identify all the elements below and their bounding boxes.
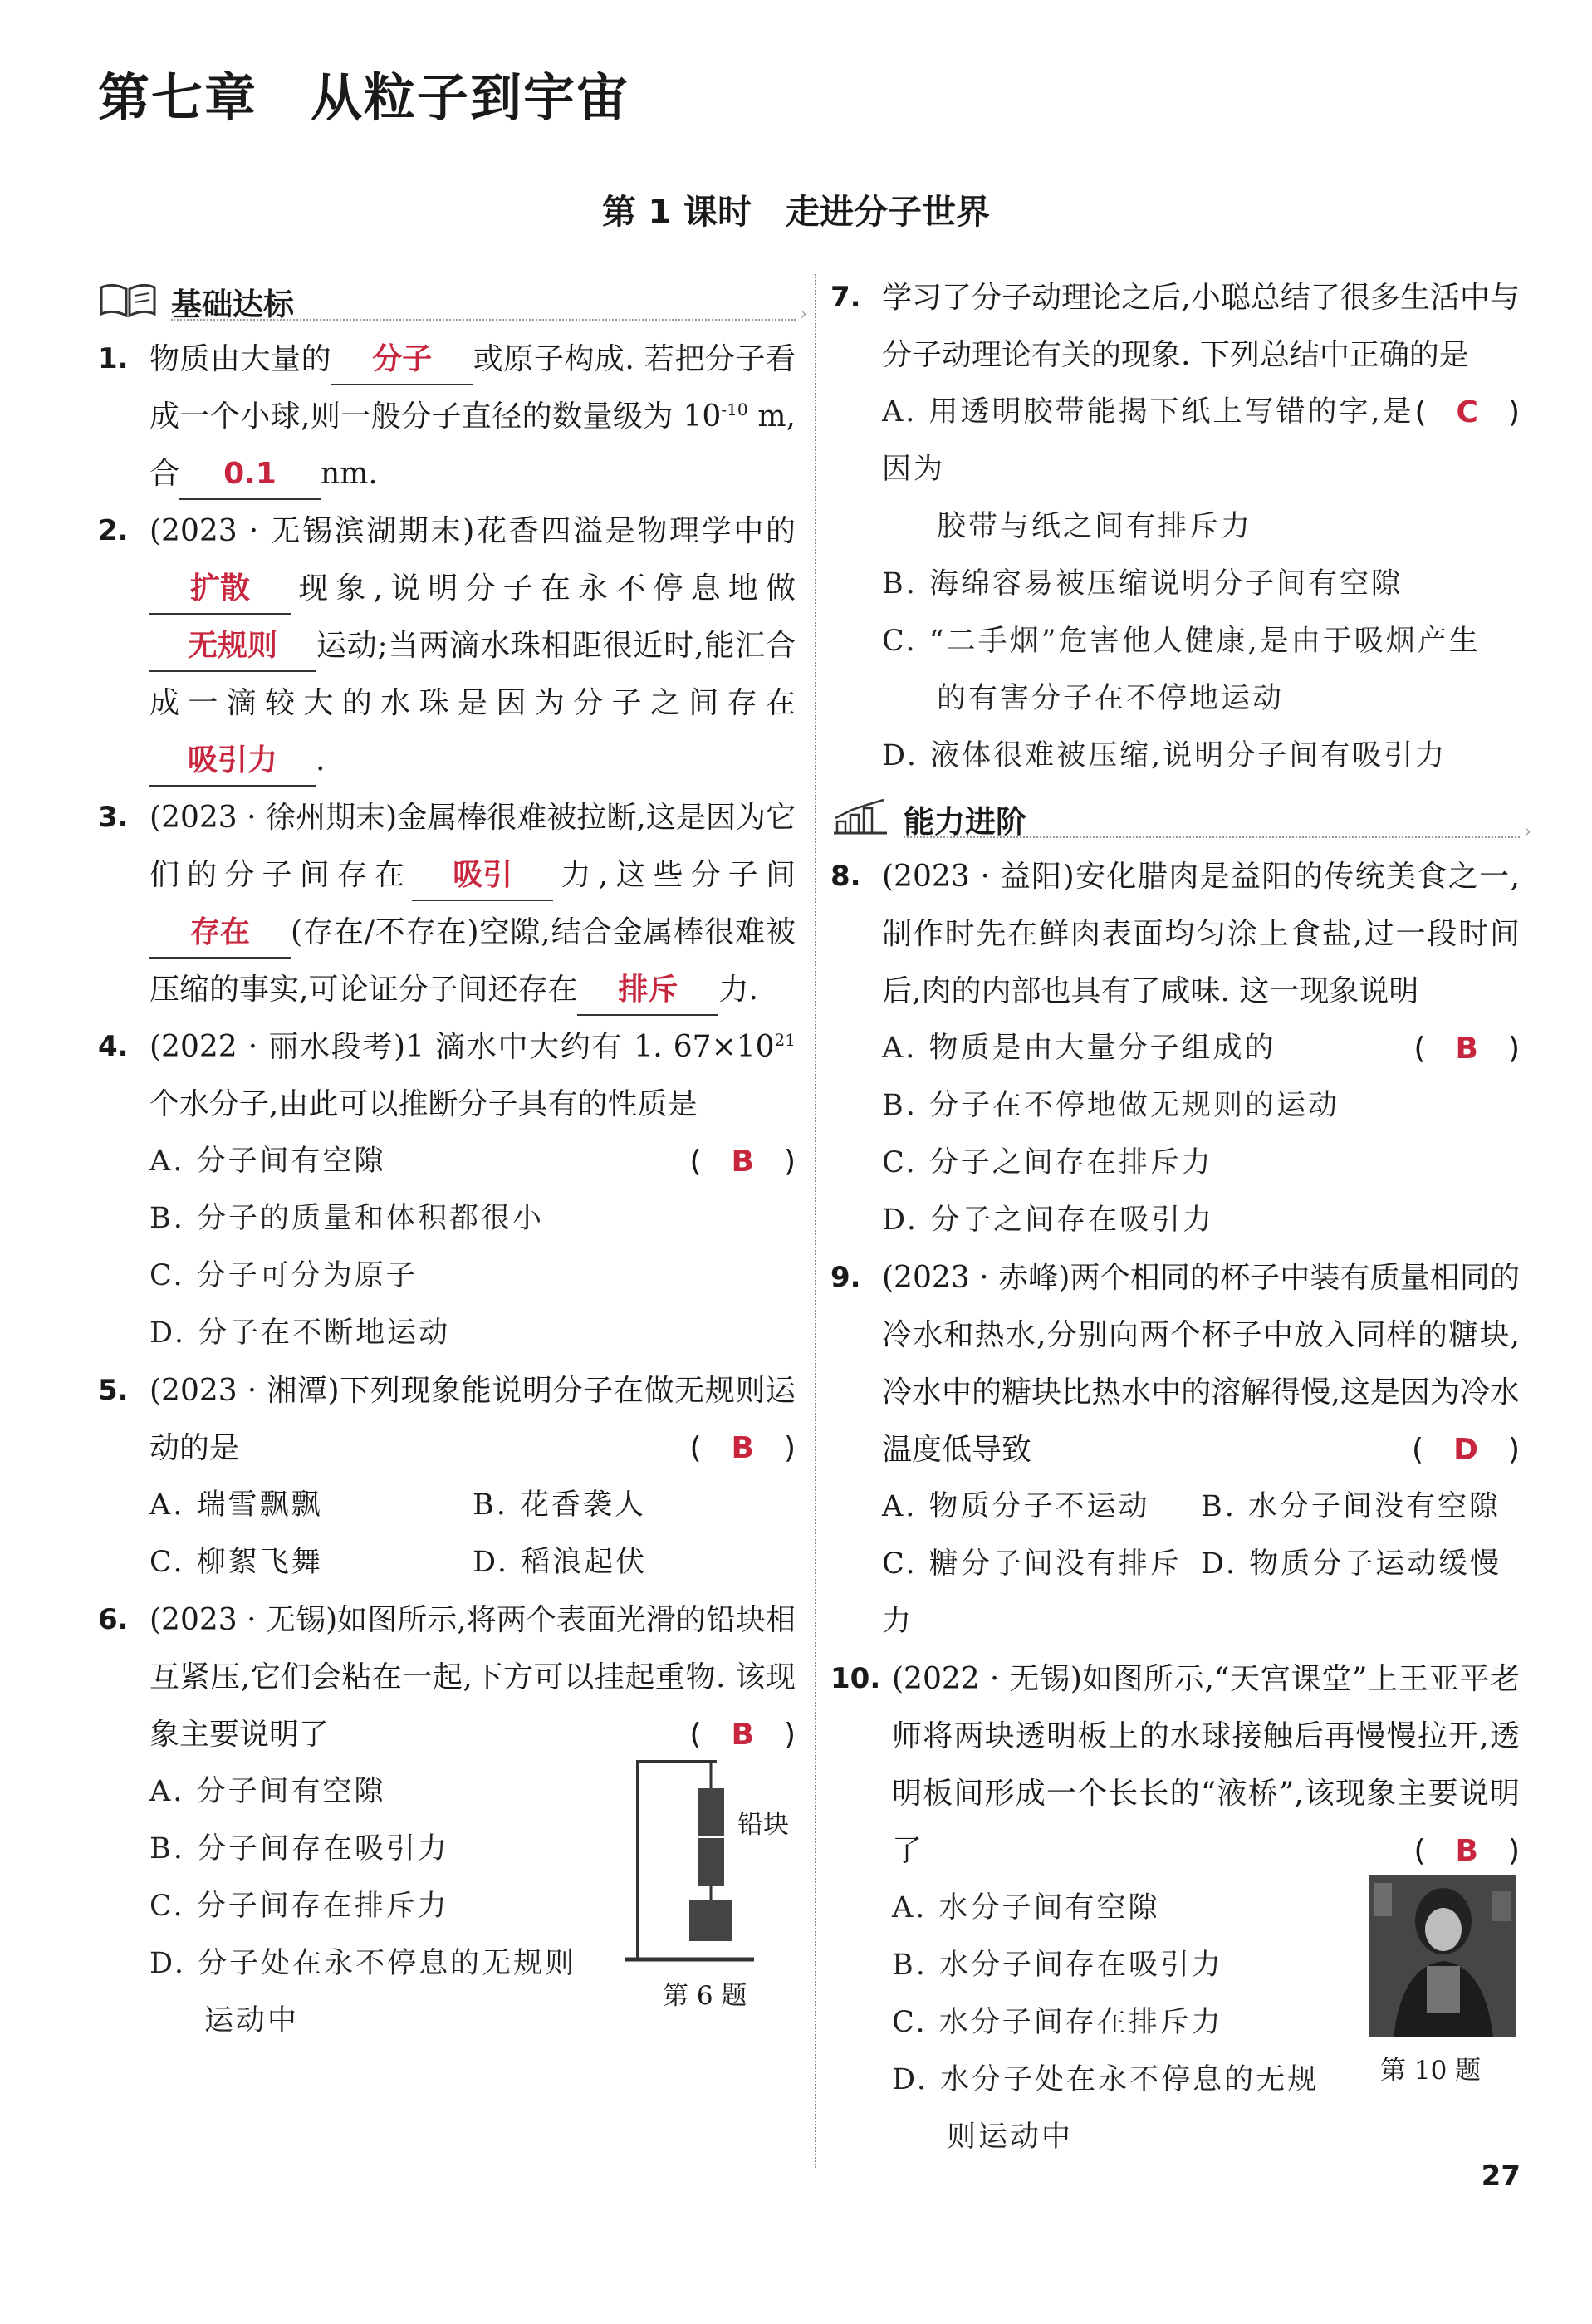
option: D. 物质分子运动缓慢 (1201, 1547, 1502, 1581)
exponent: 21 (774, 1030, 796, 1050)
option: D. 液体很难被压缩,说明分子间有吸引力 (882, 739, 1447, 772)
option: A. 分子间有空隙 (149, 1775, 386, 1808)
option: D. 稻浪起伏 (473, 1546, 648, 1579)
question-text: 力. (718, 973, 758, 1007)
option: B. 分子在不停地做无规则的运动 (882, 1089, 1340, 1122)
answer-paren: ( B ) (1413, 1822, 1520, 1880)
figure-caption: 第 10 题 (1380, 2056, 1482, 2086)
option: C. 分子间存在排斥力 (149, 1890, 449, 1923)
question-text: (2023 · 无锡滨湖期末)花香四溢是物理学中的 (149, 514, 796, 548)
question-text: (2023 · 无锡)如图所示,将两个表面光滑的铅块相互紧压,它们会粘在一起,下方可以挂起重物. 该现象主要说明了 (149, 1603, 796, 1752)
question-number: 5. (98, 1374, 129, 1407)
option: D. 分子在不断地运动 (149, 1316, 451, 1350)
question-text: 现象,说明分子在永不停息地做 (291, 571, 796, 606)
option: A. 物质是由大量分子组成的 (882, 1032, 1276, 1065)
lesson-title: 第 1 课时 走进分子世界 (601, 192, 991, 232)
option: A. 水分子间有空隙 (892, 1891, 1160, 1924)
question-number: 10. (830, 1662, 881, 1695)
answer-paren: ( D ) (1412, 1421, 1520, 1478)
option: B. 海绵容易被压缩说明分子间有空隙 (882, 567, 1403, 601)
answer-paren: ( B ) (1413, 1020, 1520, 1077)
question-number: 2. (98, 514, 129, 547)
question-number: 4. (98, 1030, 129, 1063)
question-number: 3. (98, 801, 129, 834)
answer-blank: 存在 (149, 909, 291, 959)
question-text: 学习了分子动理论之后,小聪总结了很多生活中与分子动理论有关的现象. 下列总结中正确的是 (882, 281, 1520, 372)
question-text: 物质由大量的 (149, 342, 332, 376)
option: A. 物质分子不运动 (882, 1490, 1150, 1523)
figure-label: 铅块 (737, 1810, 789, 1840)
page-number: 27 (1481, 2160, 1521, 2193)
question-text: (2023 · 益阳)安化腊肉是益阳的传统美食之一,制作时先在鲜肉表面均匀涂上食盐,过一段时间后,肉的内部也具有了咸味. 这一现象说明 (882, 860, 1520, 1008)
question-text: 个水分子,由此可以推断分子具有的性质是 (149, 1087, 698, 1121)
question-text: nm. (321, 457, 378, 491)
question-number: 6. (98, 1603, 129, 1636)
figure-caption: 第 6 题 (663, 1981, 747, 2011)
option: D. 水分子处在永不停息的无规 (892, 2063, 1320, 2096)
section-basic-title: 基础达标 (171, 287, 294, 322)
question-number: 1. (98, 342, 129, 375)
question-text: (2023 · 徐州期末)金属棒很难被拉断,这是因为它们的分子间存在 (149, 801, 796, 892)
choice-answer: B (1455, 1032, 1478, 1066)
lead-block-stand-diagram (621, 1752, 804, 1976)
question-10-options (830, 1880, 1520, 2166)
answer-blank: 0.1 (179, 450, 321, 500)
option: B. 花香袭人 (473, 1488, 646, 1522)
question-7 (830, 269, 1520, 429)
option-row (98, 1477, 796, 1534)
question-text: (2023 · 湘潭)下列现象能说明分子在做无规则运动的是 (149, 1374, 796, 1465)
section-divider (171, 319, 796, 321)
question-text: (存在/不存在)空隙,结合金属棒很难被压缩的事实,可论证分子间还存在 (149, 915, 796, 1007)
option-continued: 运动中 (204, 2004, 300, 2037)
question-5 (98, 1362, 796, 1477)
answer-blank: 扩散 (149, 565, 291, 615)
question-6 (98, 1591, 796, 1763)
question-text: (2023 · 赤峰)两个相同的杯子中装有质量相同的冷水和热水,分别向两个杯子中放入同样的糖块,冷水中的糖块比热水中的溶解得慢,这是因为冷水温度低导致 (882, 1261, 1520, 1467)
option-continued: 胶带与纸之间有排斥力 (937, 510, 1253, 543)
choice-answer: B (1455, 1834, 1478, 1868)
question-text: (2022 · 丽水段考)1 滴水中大约有 1. 67×10 (149, 1030, 775, 1064)
option: A. 瑞雪飘飘 (149, 1488, 323, 1522)
right-column (830, 274, 1520, 2166)
question-9 (830, 1249, 1520, 1478)
option: A. 用透明胶带能揭下纸上写错的字,是因为 (882, 395, 1414, 486)
answer-paren: ( B ) (689, 1133, 796, 1190)
option: B. 水分子间存在吸引力 (892, 1949, 1223, 1982)
option: A. 分子间有空隙 (149, 1145, 386, 1178)
question-number: 9. (830, 1261, 861, 1294)
option: B. 分子间存在吸引力 (149, 1832, 449, 1866)
question-1 (98, 331, 796, 503)
option: C. 水分子间存在排斥力 (892, 2006, 1223, 2039)
question-text: 运动;当两滴水珠相距很近时,能汇合成一滴较大的水珠是因为分子之间存在 (149, 629, 796, 720)
progress-chart-icon (830, 797, 890, 836)
answer-paren: ( B ) (689, 1706, 796, 1763)
option: B. 分子的质量和体积都很小 (149, 1202, 544, 1235)
choice-answer: B (731, 1145, 754, 1179)
question-text: 力,这些分子间 (553, 858, 796, 892)
open-book-icon (98, 279, 158, 319)
option: C. “二手烟”危害他人健康,是由于吸烟产生 (882, 625, 1481, 658)
exponent: -10 (721, 400, 748, 419)
option: C. 分子可分为原子 (149, 1259, 418, 1292)
option: C. 柳絮飞舞 (149, 1546, 323, 1579)
choice-answer: D (1453, 1433, 1478, 1467)
question-text: (2022 · 无锡)如图所示,“天宫课堂”上王亚平老师将两块透明板上的水球接触后再慢慢拉开,透明板间形成一个长长的“液桥”,该现象主要说明了 (892, 1662, 1520, 1868)
option: D. 分子处在永不停息的无规则 (149, 1947, 577, 1980)
answer-blank: 吸引力 (149, 737, 316, 787)
option-row (830, 1478, 1520, 1536)
option: C. 糖分子间没有排斥力 (882, 1547, 1182, 1638)
option-row (830, 1536, 1520, 1650)
question-10 (830, 1650, 1520, 1880)
answer-blank: 分子 (331, 336, 473, 385)
question-text: m,合 (149, 400, 796, 491)
option: D. 分子之间存在吸引力 (882, 1204, 1215, 1237)
column-divider (815, 274, 816, 2168)
option-continued: 则运动中 (947, 2121, 1074, 2154)
option: C. 分子之间存在排斥力 (882, 1146, 1213, 1179)
answer-paren: ( B ) (689, 1419, 796, 1477)
left-column (98, 274, 796, 2050)
section-divider (904, 836, 1520, 838)
question-text: 或原子构成. 若把分子看成一个小球,则一般分子直径的数量级为 10 (149, 342, 796, 434)
section-advanced-title: 能力进阶 (904, 804, 1026, 840)
choice-answer: B (731, 1431, 754, 1465)
answer-paren: ( C ) (1414, 384, 1520, 441)
answer-blank: 无规则 (149, 622, 316, 672)
question-6-options (98, 1763, 796, 2050)
figure-10 (1369, 1875, 1518, 2086)
option-continued: 的有害分子在不停地运动 (937, 682, 1285, 715)
tiangong-classroom-photo (1369, 1875, 1516, 2037)
question-3 (98, 789, 796, 1018)
section-advanced-header (830, 792, 1520, 843)
figure-6 (621, 1752, 804, 2009)
option-row (98, 1534, 796, 1591)
section-basic-header (98, 274, 796, 326)
answer-blank: 排斥 (577, 966, 718, 1016)
chapter-title: 第七章 从粒子到宇宙 (98, 67, 630, 128)
choice-answer: C (1456, 395, 1478, 429)
question-number: 8. (830, 860, 861, 893)
question-number: 7. (830, 281, 861, 314)
answer-blank: 吸引 (412, 851, 553, 901)
choice-answer: B (731, 1718, 754, 1752)
option: B. 水分子间没有空隙 (1201, 1490, 1501, 1523)
question-2 (98, 503, 796, 789)
question-text: . (316, 743, 326, 777)
